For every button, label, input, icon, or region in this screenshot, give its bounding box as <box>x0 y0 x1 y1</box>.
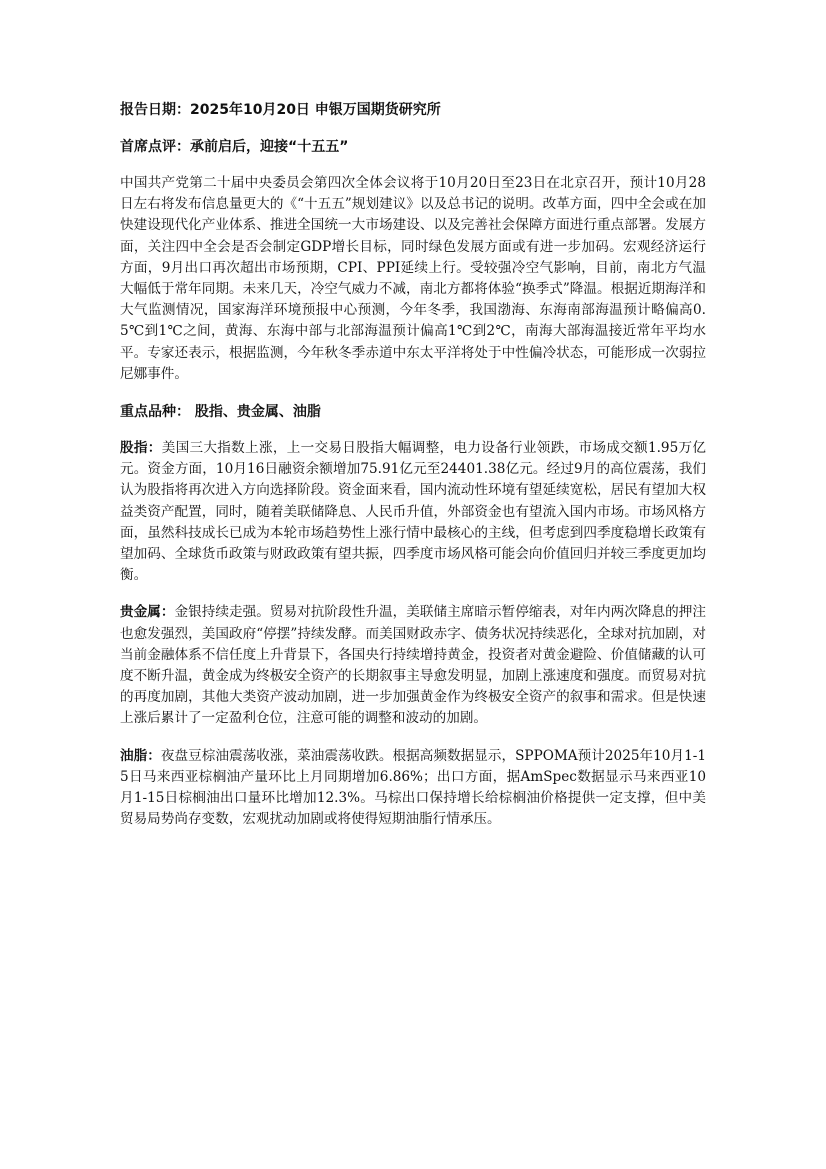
report-date-line: 报告日期：2025年10月20日 申银万国期货研究所 <box>120 102 441 118</box>
chief-commentary-body: 中国共产党第二十届中央委员会第四次全体会议将于10月20日至23日在北京召开，预计10月28日左右将发布信息量更大的《“十五五”规划建议》以及总书记的说明。改革方面，四中全会或在加快建设现代化产业体系、推进全国统一大市场建设、以及完善社会保障方面进行重点部署。发展方面，关注四中全会是否会制定GDP增长目标，同时绿色发展方面或有进一步加码。宏观经济运行方面，9月出口再次超出市场预期，CPI、PPI延续上行。受较强冷空气影响，目前，南北方气温大幅低于常年同期。未来几天，冷空气威力不减，南北方都将体验“换季式”降温。根据近期海洋和大气监测情况，国家海洋环境预报中心预测，今年冬季，我国渤海、东海南部海温预计略偏高0.5℃到1℃之间，黄海、东海中部与北部海温预计偏高1℃到2℃，南海大部海温接近常年平均水平。专家还表示，根据监测，今年秋冬季赤道中东太平洋将处于中性偏冷状态，可能形成一次弱拉尼娜事件。 <box>120 175 706 382</box>
precious-metals-paragraph <box>120 602 706 729</box>
report-page <box>120 99 706 846</box>
stock-index-label: 股指： <box>120 440 162 457</box>
chief-commentary-title: 首席点评：承前启后，迎接“十五五” <box>120 139 349 155</box>
precious-metals-text: 金银持续走强。贸易对抗阶段性升温，美联储主席暗示暂停缩表，对年内两次降息的押注也愈发强烈，美国政府“停摆”持续发酵。而美国财政赤字、债务状况持续恶化，全球对抗加剧，对当前金融体系不信任度上升背景下，各国央行持续增持黄金，投资者对黄金避险、价值储藏的认可度不断升温，黄金成为终极安全资产的长期叙事主导愈发明显，加剧上涨速度和强度。而贸易对抗的再度加剧，其他大类资产波动加剧，进一步加强黄金作为终极安全资产的叙事和需求。但是快速上涨后累计了一定盈利仓位，注意可能的调整和波动的加剧。 <box>120 604 706 727</box>
oils-text: 夜盘豆棕油震荡收涨，菜油震荡收跌。根据高频数据显示，SPPOMA预计2025年10月1-15日马来西亚棕榈油产量环比上月同期增加6.86%；出口方面，据AmSpec数据显示马来西亚10月1-15日棕榈油出口量环比增加12.3%。马棕出口保持增长给棕榈油价格提供一定支撑，但中美贸易局势尚存变数，宏观扰动加剧或将使得短期油脂行情承压。 <box>120 747 706 828</box>
stock-index-text: 美国三大指数上涨，上一交易日股指大幅调整，电力设备行业领跌，市场成交额1.95万亿元。资金方面，10月16日融资余额增加75.91亿元至24401.38亿元。经过9月的高位震荡，我们认为股指将再次进入方向选择阶段。资金面来看，国内流动性环境有望延续宽松，居民有望加大权益类资产配置，同时，随着美联储降息、人民币升值，外部资金也有望流入国内市场。市场风格方面，虽然科技成长已成为本轮市场趋势性上涨行情中最核心的主线，但考虑到四季度稳增长政策有望加码、全球货币政策与财政政策有望共振，四季度市场风格可能会向价值回归并较三季度更加均衡。 <box>120 440 707 584</box>
oils-paragraph <box>120 746 706 831</box>
oils-label: 油脂： <box>120 747 161 764</box>
precious-metals-label: 贵金属： <box>120 604 175 621</box>
focus-varieties-title: 重点品种： 股指、贵金属、油脂 <box>120 404 321 421</box>
stock-index-paragraph <box>120 438 706 586</box>
